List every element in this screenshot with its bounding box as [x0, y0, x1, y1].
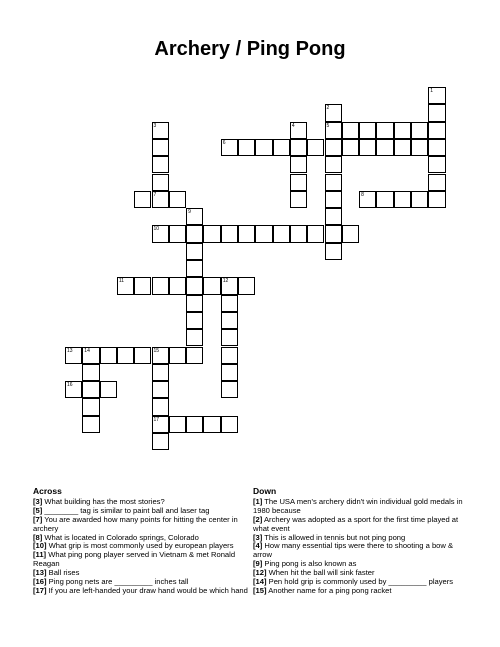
- clue-num: [3]: [253, 532, 263, 542]
- clue-number: 15: [153, 347, 160, 354]
- grid-cell[interactable]: [325, 191, 342, 208]
- clue-number: 9: [188, 209, 191, 216]
- clue-num: [8]: [33, 532, 43, 542]
- grid-cell[interactable]: [428, 139, 445, 156]
- down-clues: [253, 487, 468, 596]
- grid-cell[interactable]: [325, 225, 342, 242]
- down-clue: [253, 587, 468, 596]
- grid-cell[interactable]: [325, 156, 342, 173]
- grid-cell[interactable]: [152, 225, 169, 242]
- grid-cell[interactable]: [134, 191, 151, 208]
- grid-cell[interactable]: [203, 416, 220, 433]
- grid-cell[interactable]: [325, 243, 342, 260]
- clue-num: [4]: [253, 541, 263, 551]
- grid-cell[interactable]: [273, 139, 290, 156]
- grid-cell[interactable]: [186, 225, 203, 242]
- grid-cell[interactable]: [203, 225, 220, 242]
- grid-cell[interactable]: [221, 312, 238, 329]
- grid-cell[interactable]: [169, 347, 186, 364]
- grid-cell[interactable]: [152, 381, 169, 398]
- grid-cell[interactable]: [152, 174, 169, 191]
- grid-cell[interactable]: [376, 122, 393, 139]
- clue-text: What ping pong player served in Vietnam & met Ronald Reagan: [33, 550, 236, 569]
- grid-cell[interactable]: [428, 104, 445, 121]
- grid-cell[interactable]: [221, 381, 238, 398]
- grid-cell[interactable]: [325, 104, 342, 121]
- down-clue: [253, 498, 468, 516]
- grid-cell[interactable]: [411, 122, 428, 139]
- clue-number: 7: [153, 191, 157, 198]
- clue-num: [7]: [33, 514, 43, 524]
- grid-cell[interactable]: [152, 191, 169, 208]
- clue-number: 1: [430, 88, 434, 94]
- grid-cell[interactable]: [290, 225, 307, 242]
- grid-cell[interactable]: [169, 277, 186, 294]
- grid-cell[interactable]: [169, 416, 186, 433]
- clue-num: [10]: [33, 541, 47, 551]
- grid-cell[interactable]: [152, 416, 169, 433]
- grid-cell[interactable]: [221, 347, 238, 364]
- grid-cell[interactable]: [221, 225, 238, 242]
- grid-cell[interactable]: [169, 225, 186, 242]
- grid-cell[interactable]: [325, 122, 342, 139]
- clue-text: How many essential tips were there to shooting a bow & arrow: [253, 541, 454, 560]
- clue-text: Another name for a ping pong racket: [266, 585, 392, 595]
- grid-cell[interactable]: [394, 191, 411, 208]
- grid-cell[interactable]: [394, 122, 411, 139]
- grid-cell[interactable]: [325, 139, 342, 156]
- grid-cell[interactable]: [186, 312, 203, 329]
- grid-cell[interactable]: [428, 174, 445, 191]
- clue-text: When hit the ball will sink faster: [266, 568, 375, 578]
- grid-cell[interactable]: [307, 225, 324, 242]
- clue-num: [9]: [253, 559, 263, 569]
- grid-cell[interactable]: [359, 122, 376, 139]
- grid-cell[interactable]: [221, 329, 238, 346]
- grid-cell[interactable]: [411, 139, 428, 156]
- grid-cell[interactable]: [221, 139, 238, 156]
- clue-text: You are awarded how many points for hitting the center in archery: [33, 514, 238, 533]
- grid-cell[interactable]: [428, 191, 445, 208]
- grid-cell[interactable]: [152, 122, 169, 139]
- grid-cell[interactable]: [238, 277, 255, 294]
- clue-number: 13: [67, 347, 73, 354]
- grid-cell[interactable]: [169, 191, 186, 208]
- grid-cell[interactable]: [238, 225, 255, 242]
- grid-cell[interactable]: [186, 416, 203, 433]
- clue-num: [2]: [253, 514, 263, 524]
- grid-cell[interactable]: [290, 191, 307, 208]
- grid-cell[interactable]: [221, 295, 238, 312]
- clue-num: [12]: [253, 568, 267, 578]
- grid-cell[interactable]: [186, 347, 203, 364]
- clue-number: 17: [153, 416, 160, 423]
- clue-number: 16: [67, 382, 73, 389]
- grid-cell[interactable]: [134, 277, 151, 294]
- clue-num: [14]: [253, 577, 267, 587]
- clue-text: Ping pong is also known as: [262, 559, 357, 569]
- clue-num: [11]: [33, 550, 47, 560]
- grid-cell[interactable]: [82, 398, 99, 415]
- across-clue: [33, 587, 248, 596]
- clue-text: Pen hold grip is commonly used by _________ players: [266, 577, 454, 587]
- grid-cell[interactable]: [255, 139, 272, 156]
- clue-number: 6: [222, 139, 226, 146]
- clue-number: 11: [118, 278, 125, 285]
- grid-cell[interactable]: [342, 122, 359, 139]
- grid-cell[interactable]: [273, 225, 290, 242]
- across-clue-list: [33, 498, 248, 596]
- grid-cell[interactable]: [342, 139, 359, 156]
- grid-cell[interactable]: [221, 416, 238, 433]
- grid-cell[interactable]: [255, 225, 272, 242]
- across-clues: [33, 487, 248, 596]
- grid-cell[interactable]: [290, 156, 307, 173]
- grid-cell[interactable]: [221, 277, 238, 294]
- page-title: Archery / Ping Pong: [154, 38, 346, 60]
- grid-cell[interactable]: [186, 208, 203, 225]
- clue-number: 10: [153, 226, 160, 233]
- grid-cell[interactable]: [325, 208, 342, 225]
- grid-cell[interactable]: [203, 277, 220, 294]
- grid-cell[interactable]: [152, 364, 169, 381]
- grid-cell[interactable]: [82, 416, 99, 433]
- clue-number: 14: [84, 347, 90, 354]
- down-clue: [253, 542, 468, 560]
- across-heading: Across: [33, 486, 62, 496]
- grid-cell[interactable]: [65, 381, 82, 398]
- clue-num: [3]: [33, 496, 43, 506]
- grid-cell[interactable]: [152, 433, 169, 450]
- grid-cell[interactable]: [186, 260, 203, 277]
- grid-cell[interactable]: [100, 381, 117, 398]
- clue-text: Ball rises: [46, 568, 80, 578]
- clue-number: 8: [361, 191, 364, 198]
- grid-cell[interactable]: [411, 191, 428, 208]
- grid-cell[interactable]: [359, 191, 376, 208]
- clue-text: What is located in Colorado springs, Colorado: [42, 532, 199, 542]
- grid-cell[interactable]: [325, 174, 342, 191]
- clue-number: 3: [153, 122, 157, 129]
- clue-num: [1]: [253, 496, 263, 506]
- down-heading: Down: [253, 486, 277, 496]
- clue-number: 4: [291, 122, 295, 129]
- clue-text: Archery was adopted as a sport for the first time played at what event: [253, 514, 459, 533]
- clue-text: What building has the most stories?: [42, 496, 165, 506]
- grid-cell[interactable]: [186, 295, 203, 312]
- grid-cell[interactable]: [376, 139, 393, 156]
- grid-cell[interactable]: [186, 243, 203, 260]
- grid-cell[interactable]: [100, 347, 117, 364]
- across-clue: [33, 516, 248, 534]
- grid-cell[interactable]: [186, 329, 203, 346]
- grid-cell[interactable]: [238, 139, 255, 156]
- grid-cell[interactable]: [152, 398, 169, 415]
- grid-cell[interactable]: [307, 139, 324, 156]
- grid-cell[interactable]: [290, 174, 307, 191]
- clue-num: [15]: [253, 585, 267, 595]
- clue-num: [16]: [33, 577, 47, 587]
- grid-cell[interactable]: [376, 191, 393, 208]
- clue-num: [13]: [33, 568, 47, 578]
- grid-cell[interactable]: [134, 347, 151, 364]
- grid-cell[interactable]: [152, 139, 169, 156]
- grid-cell[interactable]: [342, 225, 359, 242]
- grid-cell[interactable]: [428, 122, 445, 139]
- clue-text: This is allowed in tennis but not ping pong: [262, 532, 406, 542]
- grid-cell[interactable]: [186, 277, 203, 294]
- grid-cell[interactable]: [394, 139, 411, 156]
- clue-text: ________ tag is similar to paint ball and laser tag: [42, 505, 210, 515]
- down-clue: [253, 516, 468, 534]
- clue-text: The USA men's archery didn't win individual gold medals in 1980 because: [253, 496, 463, 515]
- clue-num: [5]: [33, 505, 43, 515]
- clue-number: 12: [222, 278, 229, 285]
- grid-cell[interactable]: [428, 87, 445, 104]
- clue-text: Ping pong nets are _________ inches tall: [46, 577, 189, 587]
- grid-cell[interactable]: [82, 381, 99, 398]
- clue-text: What grip is most commonly used by european players: [46, 541, 234, 551]
- clue-text: If you are left-handed your draw hand would be which hand: [46, 585, 248, 595]
- grid-cell[interactable]: [290, 139, 307, 156]
- grid-cell[interactable]: [359, 139, 376, 156]
- grid-cell[interactable]: [82, 347, 99, 364]
- grid-cell[interactable]: [428, 156, 445, 173]
- grid-cell[interactable]: [82, 364, 99, 381]
- clue-number: 5: [326, 122, 330, 129]
- grid-cell[interactable]: [65, 347, 82, 364]
- across-clue: [33, 551, 248, 569]
- grid-cell[interactable]: [290, 122, 307, 139]
- grid-cell[interactable]: [152, 156, 169, 173]
- clue-number: 2: [326, 105, 330, 112]
- grid-cell[interactable]: [152, 277, 169, 294]
- grid-cell[interactable]: [117, 277, 134, 294]
- grid-cell[interactable]: [221, 364, 238, 381]
- clue-num: [17]: [33, 585, 47, 595]
- grid-cell[interactable]: [152, 347, 169, 364]
- down-clue-list: [253, 498, 468, 596]
- grid-cell[interactable]: [117, 347, 134, 364]
